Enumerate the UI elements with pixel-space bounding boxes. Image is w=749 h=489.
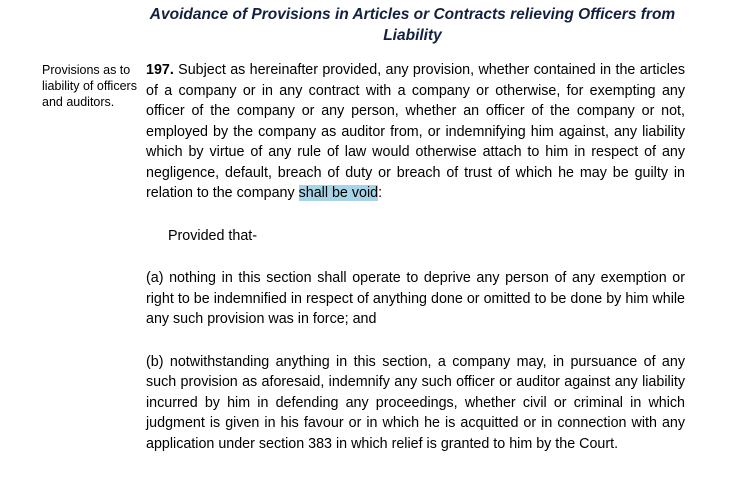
highlighted-phrase: shall be void xyxy=(298,185,379,201)
marginal-note: Provisions as to liability of officers and auditors. xyxy=(42,63,137,109)
section-text-part-1: Subject as hereinafter provided, any provision, whether contained in the articles of a company or in any contract with a company or otherwise, for exempting any officer of the company or any person, whether an officer of the company or not, employed by the company as auditor from, or indemnifying him against, any liability which by virtue of any rule of law would otherwise attach to him in respect of any negligence, default, breach of duty or breach of trust of which he may be guilty in relation to the company xyxy=(146,62,685,201)
body-column xyxy=(146,60,685,454)
clause-b-paragraph: (b) notwithstanding anything in this section, a company may, in pursuance of any such provision as aforesaid, indemnify any such officer or auditor against any liability incurred by him in defending any proceedings, whether civil or criminal in which judgment is given in his favour or in which he is acquitted or in connection with any application under section 383 in which relief is granted to him by the Court. xyxy=(146,353,685,452)
clause-a-paragraph: (a) nothing in this section shall operate to deprive any person of any exemption or right to be indemnified in respect of anything done or omitted to be done by him while any such provision was in force; and xyxy=(146,270,685,327)
document-heading: Avoidance of Provisions in Articles or Contracts relieving Officers from Liability xyxy=(149,6,676,44)
section-text-part-2: : xyxy=(378,185,383,201)
section-number: 197. xyxy=(146,62,174,78)
section-197-paragraph xyxy=(146,60,685,204)
provided-that-line: Provided that- xyxy=(168,227,258,244)
